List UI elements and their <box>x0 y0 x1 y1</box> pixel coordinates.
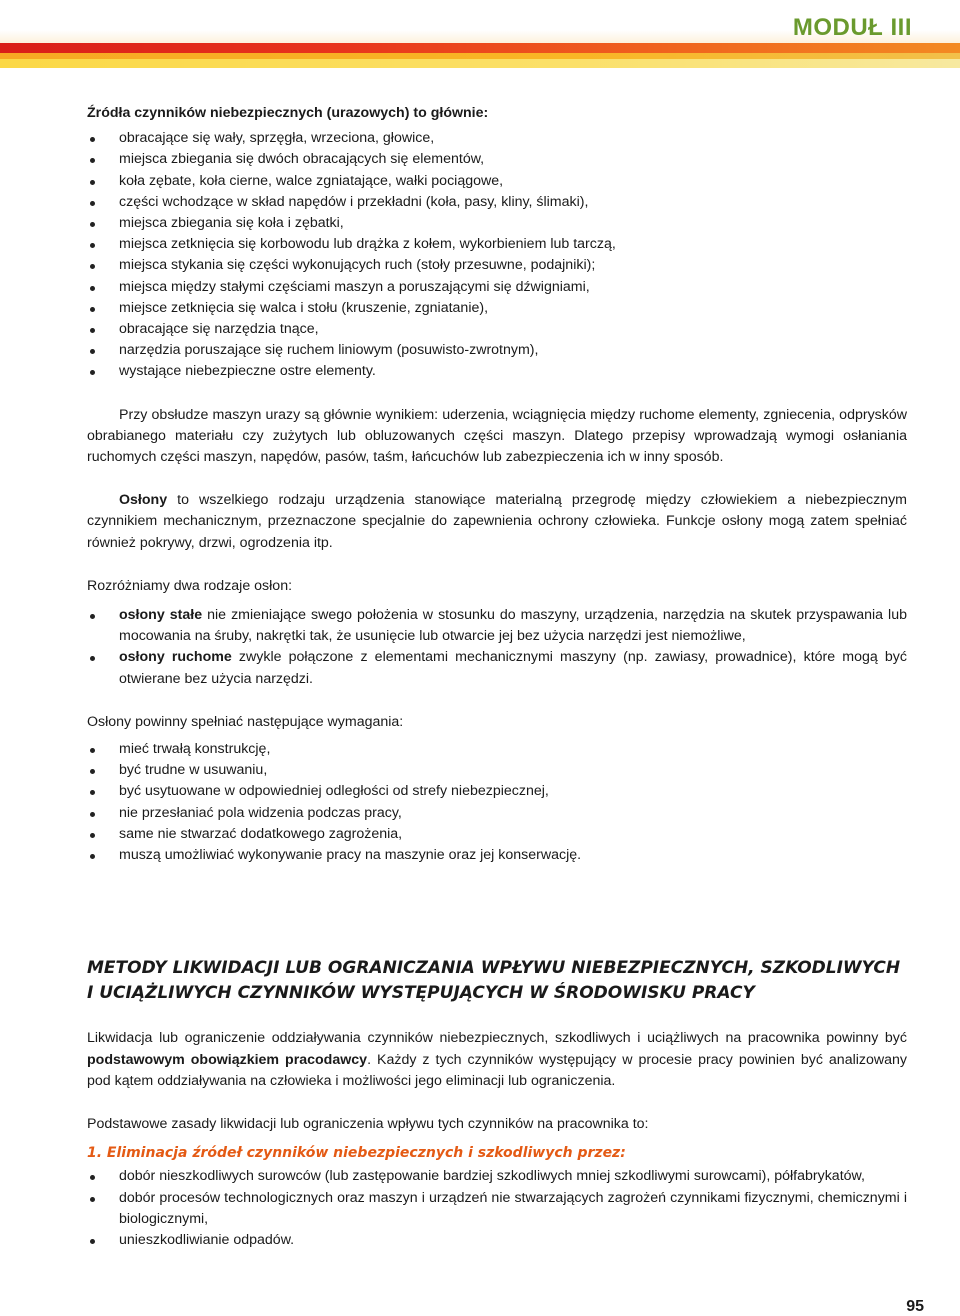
list-item-text: miejsca zetknięcia się korbowodu lub drążka z kołem, wykorbieniem lub tarczą, <box>119 236 616 253</box>
list-item-text: być trudne w usuwaniu, <box>119 762 268 779</box>
list-item-text: koła zębate, koła cierne, walce zgniatające, wałki pociągowe, <box>119 172 504 189</box>
list-item-text: unieszkodliwianie odpadów. <box>119 1231 295 1248</box>
list-item <box>87 128 907 149</box>
section-title: METODY LIKWIDACJI LUB OGRANICZANIA WPŁYWU NIEBEZPIECZNYCH, SZKODLIWYCH I UCIĄŻLIWYCH CZYNNIKÓW WYSTĘPUJĄCYCH W ŚRODOWISKU PRACY <box>87 958 901 1004</box>
list-item <box>87 255 907 276</box>
list-item-text: muszą umożliwiać wykonywanie pracy na maszynie oraz jej konserwację. <box>119 847 582 864</box>
list-item-text: miejsca zbiegania się dwóch obracających się elementów, <box>119 151 485 168</box>
list-item <box>87 298 907 319</box>
list-item <box>87 647 907 689</box>
guard-type-term: osłony stałe <box>119 607 203 624</box>
list-item <box>87 739 907 760</box>
list-item <box>87 319 907 340</box>
list-item <box>87 781 907 802</box>
paragraph-guard-types-intro: Rozróżniamy dwa rodzaje osłon: <box>87 577 293 594</box>
paragraph-guards-definition <box>87 490 907 554</box>
list-item <box>87 171 907 192</box>
list-item-text: dobór procesów technologicznych oraz maszyn i urządzeń nie stwarzających zagrożeń czynnikami fizycznymi, chemicznymi i biologicznymi, <box>119 1189 907 1227</box>
paragraph-principles: Podstawowe zasady likwidacji lub ograniczenia wpływu tych czynników na pracownika to: <box>87 1115 649 1132</box>
guard-types-list <box>87 605 907 690</box>
list-item <box>87 213 907 234</box>
list-item-text: być usytuowane w odpowiedniej odległości od strefy niebezpiecznej, <box>119 783 549 800</box>
list-item-text: mieć trwałą konstrukcję, <box>119 741 271 758</box>
employer-duty-text-a: Likwidacja lub ograniczenie oddziaływania czynników niebezpiecznych, szkodliwych i uciążliwych na pracownika powinny być <box>87 1030 907 1047</box>
guard-type-text: zwykle połączone z elementami mechanicznymi maszyny (np. zawiasy, prowadnice), które mogą być otwierane bez użycia narzędzi. <box>119 649 907 687</box>
list-item <box>87 605 907 647</box>
list-item-text: miejsca zbiegania się koła i zębatki, <box>119 215 344 232</box>
list-item <box>87 803 907 824</box>
list-item <box>87 149 907 170</box>
list-item <box>87 340 907 361</box>
list-item-text: narzędzia poruszające się ruchem liniowym (posuwisto-zwrotnym), <box>119 342 539 359</box>
list-item <box>87 760 907 781</box>
list-item <box>87 234 907 255</box>
list-item <box>87 1166 907 1187</box>
requirements-heading: Osłony powinny spełniać następujące wymagania: <box>87 713 404 730</box>
list-item-text: miejsce zetknięcia się walca i stołu (kruszenie, zgniatanie), <box>119 299 489 316</box>
guard-type-text: nie zmieniające swego położenia w stosunku do maszyny, urządzenia, narzędzia na skutek przyspawania lub mocowania na śruby, nakrętki tak, że usunięcie lub otwarcie jej bez użycia narzędzi jest niemożliwe, <box>119 607 907 645</box>
sources-list <box>87 128 907 382</box>
paragraph-employer-duty <box>87 1028 907 1092</box>
paragraph-injuries: Przy obsłudze maszyn urazy są głównie wynikiem: uderzenia, wciągnięcia między ruchome elementy, zgniecenia, odprysków obrabianego materiału czy zużytych lub obluzowanych części maszyn. Dlatego przepisy wprowadzają wymogi osłaniania ruchomych części maszyn, napędów, pasów, taśm, łańcuchów lub zabezpieczenia ich w inny sposób. <box>87 406 907 466</box>
list-item <box>87 1188 907 1230</box>
sources-heading: Źródła czynników niebezpiecznych (urazowych) to głównie: <box>87 105 489 121</box>
list-item-text: wystające niebezpieczne ostre elementy. <box>119 363 376 380</box>
list-item <box>87 192 907 213</box>
employer-duty-bold: podstawowym obowiązkiem pracodawcy <box>87 1051 368 1068</box>
requirements-list <box>87 739 907 866</box>
elimination-list <box>87 1166 907 1251</box>
list-item <box>87 1230 907 1251</box>
list-item-text: miejsca stykania się części wykonujących ruch (stoły przesuwne, podajniki); <box>119 257 596 274</box>
guards-definition-text: to wszelkiego rodzaju urządzenia stanowiące materialną przegrodę między człowiekiem a niebezpiecznym czynnikiem mechanicznym, przeznaczone specjalnie do zapewnienia ochrony człowieka. Funkcje osłony mogą zatem spełniać również pokrywy, drzwi, ogrodzenia itp. <box>87 492 907 551</box>
list-item <box>87 277 907 298</box>
list-item-text: nie przesłaniać pola widzenia podczas pracy, <box>119 804 402 821</box>
page-content <box>87 103 907 1251</box>
list-item-text: obracające się narzędzia tnące, <box>119 321 319 338</box>
list-item <box>87 845 907 866</box>
module-label: MODUŁ III <box>792 14 912 41</box>
header-band-yellow <box>0 59 960 68</box>
list-item-text: dobór nieszkodliwych surowców (lub zastępowanie bardziej szkodliwych mniej szkodliwymi surowcami), półfabrykatów, <box>119 1168 865 1185</box>
list-item <box>87 361 907 382</box>
list-item-text: miejsca między stałymi częściami maszyn a poruszającymi się dźwigniami, <box>119 278 590 295</box>
list-item-text: obracające się wały, sprzęgła, wrzeciona, głowice, <box>119 130 435 147</box>
guards-term: Osłony <box>119 492 168 509</box>
guard-type-term: osłony ruchome <box>119 649 232 666</box>
subsection-heading: 1. Eliminacja źródeł czynników niebezpiecznych i szkodliwych przez: <box>87 1145 626 1162</box>
header-band-red <box>0 43 960 53</box>
list-item <box>87 824 907 845</box>
list-item-text: części wchodzące w skład napędów i przekładni (koła, pasy, kliny, ślimaki), <box>119 193 589 210</box>
list-item-text: same nie stwarzać dodatkowego zagrożenia, <box>119 825 403 842</box>
employer-duty-text-b: . Każdy z tych czynników występujący w procesie pracy powinien być analizowany pod kątem oddziaływania na człowieka i możliwości jego eliminacji lub ograniczenia. <box>87 1051 907 1089</box>
page-number: 95 <box>906 1298 924 1315</box>
